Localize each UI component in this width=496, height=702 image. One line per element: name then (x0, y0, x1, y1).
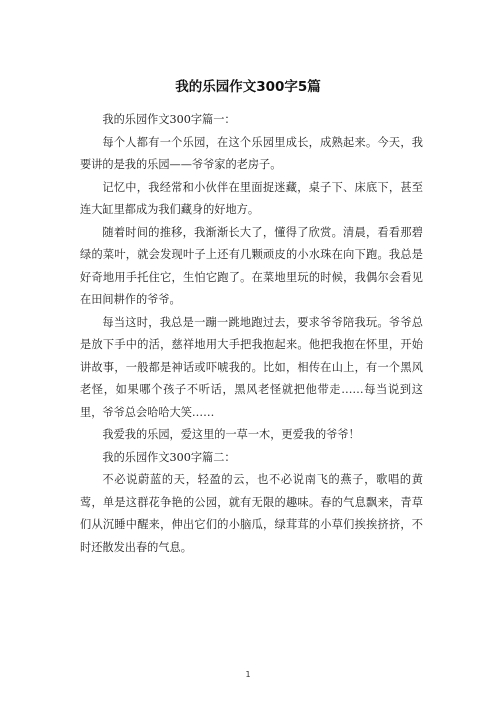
section-heading-1: 我的乐园作文300字篇一： (102, 113, 236, 126)
section-heading-2: 我的乐园作文300字篇二： (102, 450, 236, 464)
paragraph: 每个人都有一个乐园，在这个乐园里成长，成熟起来。今天，我要讲的是我的乐园——爷爷家的老房子。 (80, 135, 423, 171)
document-body (80, 109, 423, 559)
paragraph: 每当这时，我总是一蹦一跳地跑过去，要求爷爷陪我玩。爷爷总是放下手中的活，慈祥地用大手把我抱起来。他把我抱在怀里，开始讲故事，一般都是神话或吓唬我的。比如，相传在山上，有一个黑风老怪，如果哪个孩子不听话，黑风老怪就把他带走……每当说到这里，爷爷总会哈哈大笑…… (80, 315, 423, 419)
document-title: 我的乐园作文300字5篇 (175, 79, 321, 95)
paragraph: 我爱我的乐园，爱这里的一草一木，更爱我的爷爷！ (102, 428, 360, 441)
page-number: 1 (245, 670, 251, 679)
paragraph: 不必说蔚蓝的天，轻盈的云，也不必说南飞的燕子，歌唱的黄莺，单是这群花争艳的公园，就有无限的趣味。春的气息飘来，青草们从沉睡中醒来，伸出它们的小脑瓜，绿茸茸的小草们挨挨挤挤，不时还散发出春的气息。 (80, 473, 423, 554)
paragraph: 随着时间的推移，我渐渐长大了，懂得了欣赏。清晨，看看那碧绿的菜叶，就会发现叶子上还有几颗顽皮的小水珠在向下跑。我总是好奇地用手托住它，生怕它跑了。在菜地里玩的时候，我偶尔会看见在田间耕作的爷爷。 (80, 225, 423, 306)
paragraph: 记忆中，我经常和小伙伴在里面捉迷藏，桌子下、床底下，甚至连大缸里都成为我们藏身的好地方。 (80, 180, 423, 216)
